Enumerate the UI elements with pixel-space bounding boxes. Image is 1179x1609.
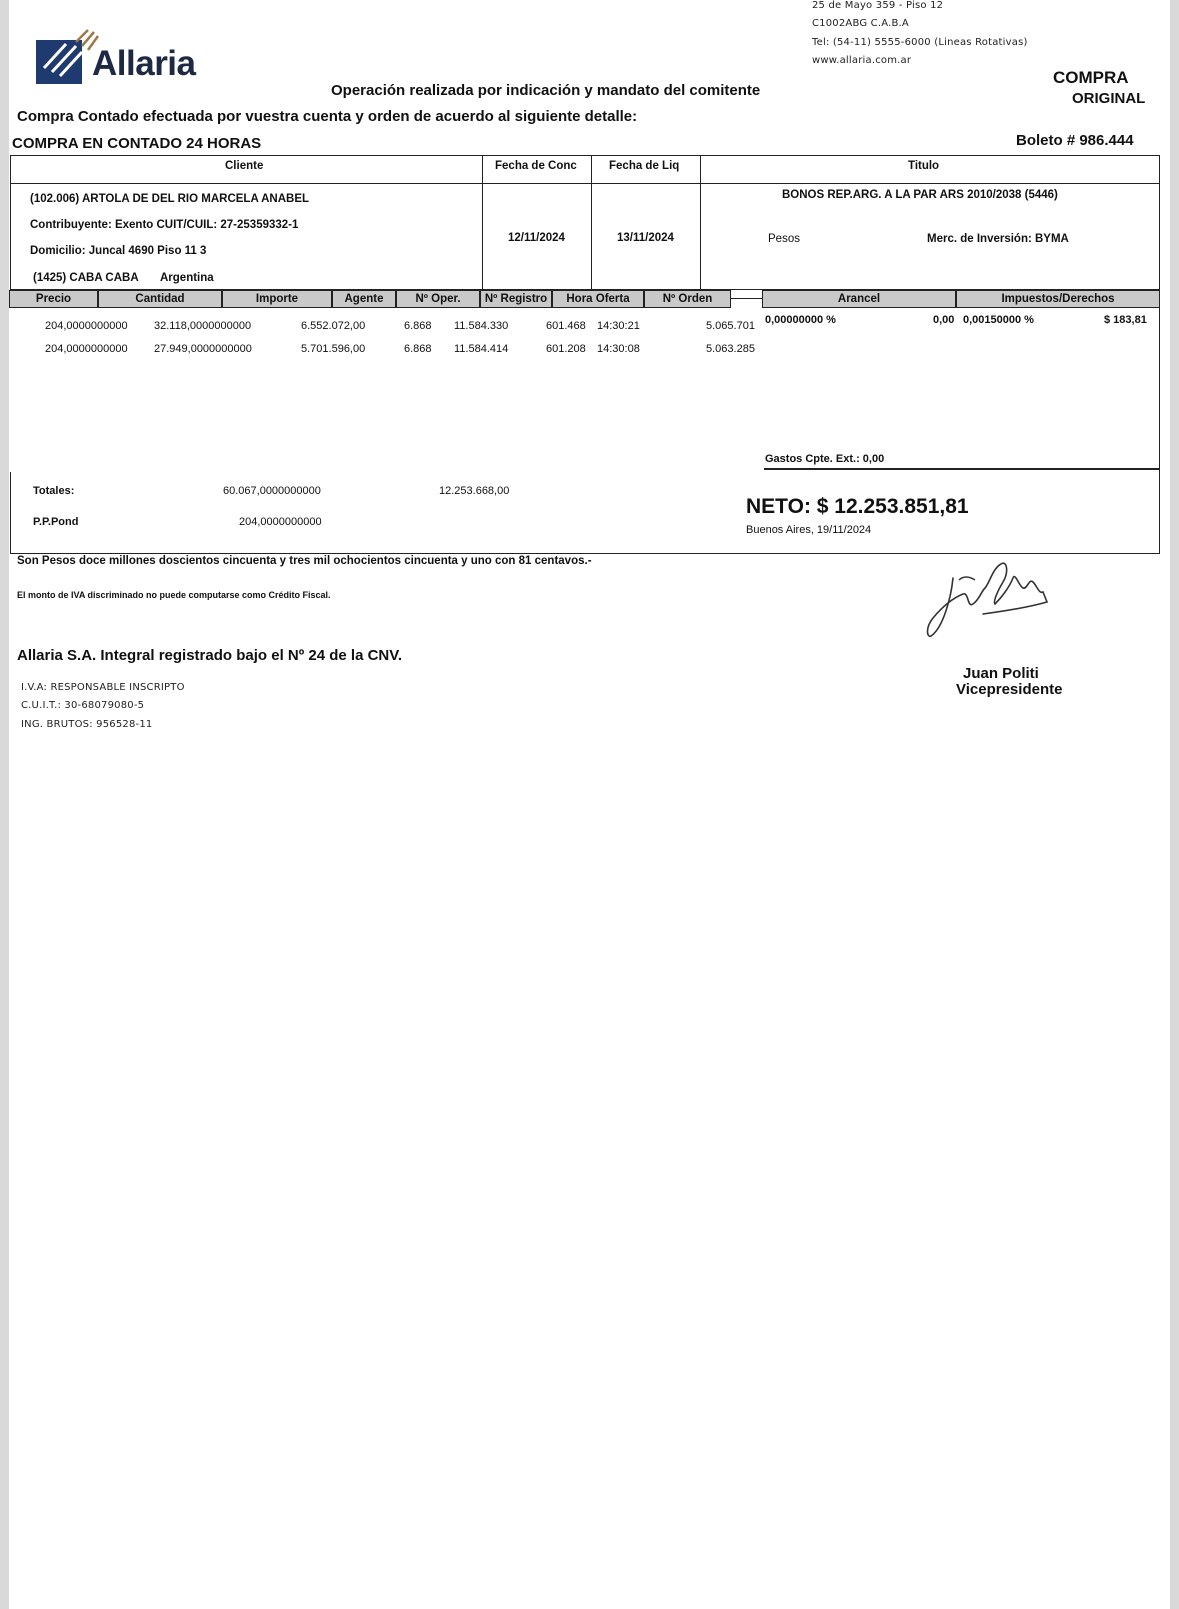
impuestos-pct: 0,00150000 %	[963, 314, 1034, 326]
intro-text: Compra Contado efectuada por vuestra cuenta y orden de acuerdo al siguiente detalle:	[17, 108, 638, 125]
copy-label: ORIGINAL	[1072, 90, 1146, 107]
col-fecha-liq: Fecha de Liq	[609, 160, 680, 172]
gastos-text: Gastos Cpte. Ext.: 0,00	[765, 453, 885, 465]
logo-text: Allaria	[92, 44, 196, 83]
ppond-value: 204,0000000000	[239, 516, 322, 528]
row-1-agente: 6.868	[404, 320, 432, 332]
signer-name: Juan Politi	[963, 665, 1039, 682]
col-fecha-conc: Fecha de Conc	[495, 160, 577, 172]
client-domicilio: Domicilio: Juncal 4690 Piso 11 3	[30, 245, 207, 257]
hdr-n-orden: Nº Orden	[644, 290, 731, 308]
fecha-liq-value: 13/11/2024	[617, 232, 674, 244]
moneda-value: Pesos	[768, 233, 800, 245]
row-1-n-oper: 11.584.330	[454, 320, 509, 332]
row-2-hora: 14:30:08	[597, 343, 640, 355]
document-type: COMPRA	[1053, 68, 1129, 87]
impuestos-amount: $ 183,81	[1104, 314, 1147, 326]
row-1-precio: 204,0000000000	[45, 320, 128, 332]
address-line1: 25 de Mayo 359 - Piso 12	[812, 0, 944, 11]
titulo-value: BONOS REP.ARG. A LA PAR ARS 2010/2038 (5446)	[782, 189, 1058, 201]
arancel-pct: 0,00000000 %	[765, 314, 836, 326]
signer-title: Vicepresidente	[956, 681, 1063, 698]
operation-title: COMPRA EN CONTADO 24 HORAS	[12, 135, 262, 152]
row-2-n-registro: 601.208	[546, 343, 586, 355]
client-name: (102.006) ARTOLA DE DEL RIO MARCELA ANABEL	[30, 193, 310, 205]
amount-in-words: Son Pesos doce millones doscientos cincuenta y tres mil ochocientos cincuenta y uno con 81 centavos.-	[17, 555, 592, 567]
hdr-precio: Precio	[9, 290, 98, 308]
fecha-conc-value: 12/11/2024	[508, 232, 565, 244]
document-page	[9, 0, 1170, 1609]
row-1-hora: 14:30:21	[597, 320, 640, 332]
hdr-hora-oferta: Hora Oferta	[552, 290, 644, 308]
cuit-company: C.U.I.T.: 30-68079080-5	[21, 700, 145, 711]
iva-note: El monto de IVA discriminado no puede computarse como Crédito Fiscal.	[17, 590, 331, 600]
client-localidad: (1425) CABA CABA	[33, 272, 139, 284]
row-2-agente: 6.868	[404, 343, 432, 355]
row-1-cantidad: 32.118,0000000000	[154, 320, 252, 332]
row-2-cantidad: 27.949,0000000000	[154, 343, 252, 355]
arancel-amount: 0,00	[933, 314, 955, 326]
mandate-text: Operación realizada por indicación y mandato del comitente	[331, 82, 761, 99]
phone-text: Tel: (54-11) 5555-6000 (Lineas Rotativas)	[812, 37, 1028, 48]
row-2-importe: 5.701.596,00	[301, 343, 366, 355]
hdr-n-oper: Nº Oper.	[396, 290, 480, 308]
place-date: Buenos Aires, 19/11/2024	[746, 524, 872, 536]
hdr-cantidad: Cantidad	[98, 290, 222, 308]
neto-total: NETO: $ 12.253.851,81	[746, 495, 969, 518]
totales-cantidad: 60.067,0000000000	[223, 485, 321, 497]
website-text: www.allaria.com.ar	[812, 55, 912, 66]
row-2-n-orden: 5.063.285	[706, 343, 755, 355]
client-pais: Argentina	[160, 272, 214, 284]
hdr-impuestos: Impuestos/Derechos	[956, 290, 1160, 308]
address-line2: C1002ABG C.A.B.A	[812, 18, 909, 29]
ppond-label: P.P.Pond	[33, 516, 79, 528]
row-1-n-registro: 601.468	[546, 320, 586, 332]
signature-image	[923, 558, 1063, 648]
col-titulo: Titulo	[908, 160, 940, 172]
hdr-n-registro: Nº Registro	[480, 290, 552, 308]
boleto-number: Boleto # 986.444	[1016, 132, 1134, 149]
iva-status: I.V.A: RESPONSABLE INSCRIPTO	[21, 682, 185, 693]
cnv-registry: Allaria S.A. Integral registrado bajo el Nº 24 de la CNV.	[17, 647, 403, 664]
mercado-value: Merc. de Inversión: BYMA	[927, 233, 1069, 245]
row-1-importe: 6.552.072,00	[301, 320, 366, 332]
client-contribuyente: Contribuyente: Exento CUIT/CUIL: 27-25359332-1	[30, 219, 299, 231]
hdr-arancel: Arancel	[762, 290, 956, 308]
row-2-precio: 204,0000000000	[45, 343, 128, 355]
totales-importe: 12.253.668,00	[439, 485, 510, 497]
hdr-importe: Importe	[222, 290, 332, 308]
totales-label: Totales:	[33, 485, 75, 497]
col-cliente: Cliente	[225, 160, 264, 172]
hdr-agente: Agente	[332, 290, 396, 308]
row-1-n-orden: 5.065.701	[706, 320, 755, 332]
ing-brutos: ING. BRUTOS: 956528-11	[21, 719, 153, 730]
row-2-n-oper: 11.584.414	[454, 343, 509, 355]
